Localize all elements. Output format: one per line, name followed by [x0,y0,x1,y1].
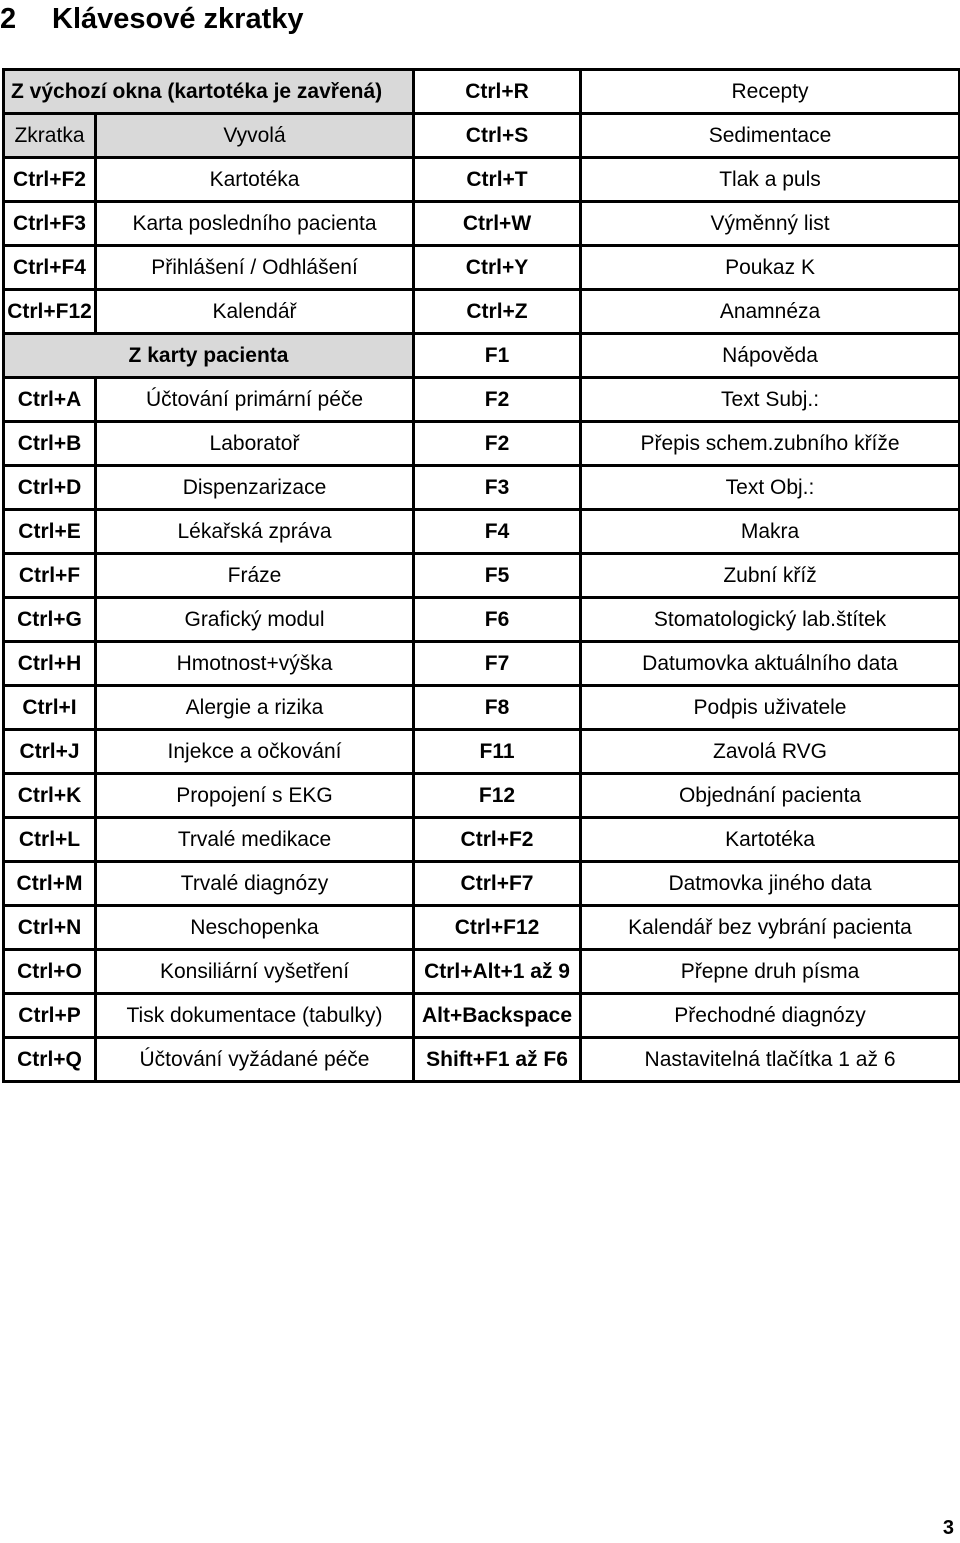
right-shortcut-key: F3 [414,466,581,510]
section-header-patient-card: Z karty pacienta [4,334,414,378]
right-shortcut-action: Objednání pacienta [581,774,960,818]
right-shortcut-action: Stomatologický lab.štítek [581,598,960,642]
left-shortcut-key: Ctrl+P [4,994,96,1038]
right-shortcut-action: Text Obj.: [581,466,960,510]
left-shortcut-key: Ctrl+K [4,774,96,818]
left-shortcut-key: Ctrl+F2 [4,158,96,202]
table-row [4,730,960,774]
right-shortcut-key: F6 [414,598,581,642]
right-shortcut-action: Podpis uživatele [581,686,960,730]
left-shortcut-action: Propojení s EKG [96,774,414,818]
right-shortcut-key: Ctrl+T [414,158,581,202]
left-shortcut-key: Ctrl+B [4,422,96,466]
right-shortcut-key: F12 [414,774,581,818]
left-shortcut-action: Trvalé diagnózy [96,862,414,906]
left-shortcut-key: Ctrl+G [4,598,96,642]
table-row [4,158,960,202]
right-shortcut-action: Přechodné diagnózy [581,994,960,1038]
left-shortcut-action: Laboratoř [96,422,414,466]
left-shortcut-key: Ctrl+F [4,554,96,598]
left-shortcut-key: Ctrl+E [4,510,96,554]
table-row [4,818,960,862]
table-row [4,642,960,686]
right-shortcut-key: F1 [414,334,581,378]
right-shortcut-action: Tlak a puls [581,158,960,202]
shortcuts-table [2,68,960,1083]
right-shortcut-action: Nápověda [581,334,960,378]
table-row [4,862,960,906]
left-shortcut-action: Účtování vyžádané péče [96,1038,414,1082]
left-shortcut-key: Ctrl+F3 [4,202,96,246]
left-shortcut-action: Alergie a rizika [96,686,414,730]
left-shortcut-key: Ctrl+M [4,862,96,906]
right-shortcut-key: Ctrl+F7 [414,862,581,906]
right-shortcut-action: Přepis schem.zubního kříže [581,422,960,466]
table-row [4,70,960,114]
left-shortcut-action: Grafický modul [96,598,414,642]
table-row [4,950,960,994]
table-row [4,994,960,1038]
right-shortcut-action: Kalendář bez vybrání pacienta [581,906,960,950]
table-row [4,906,960,950]
table-row [4,422,960,466]
right-shortcut-key: Ctrl+Y [414,246,581,290]
table-row [4,686,960,730]
right-shortcut-key: F11 [414,730,581,774]
right-shortcut-key: F7 [414,642,581,686]
section-number: 2 [0,2,17,35]
left-shortcut-key: Ctrl+Q [4,1038,96,1082]
section-header-default-window: Z výchozí okna (kartotéka je zavřená) [4,70,414,114]
page-number: 3 [942,1517,954,1539]
table-row [4,598,960,642]
left-shortcut-action: Přihlášení / Odhlášení [96,246,414,290]
table-row [4,466,960,510]
table-row [4,202,960,246]
shortcuts-table-body [4,70,960,1082]
right-shortcut-action: Kartotéka [581,818,960,862]
right-shortcut-key: Ctrl+F12 [414,906,581,950]
table-row [4,378,960,422]
right-shortcut-action: Nastavitelná tlačítka 1 až 6 [581,1038,960,1082]
left-shortcut-key: Ctrl+O [4,950,96,994]
left-shortcut-key: Ctrl+A [4,378,96,422]
right-shortcut-action: Přepne druh písma [581,950,960,994]
left-shortcut-action: Hmotnost+výška [96,642,414,686]
left-shortcut-action: Karta posledního pacienta [96,202,414,246]
right-shortcut-action: Poukaz K [581,246,960,290]
right-shortcut-action: Datmovka jiného data [581,862,960,906]
right-shortcut-key: Ctrl+S [414,114,581,158]
left-shortcut-action: Kartotéka [96,158,414,202]
right-shortcut-action: Zavolá RVG [581,730,960,774]
right-shortcut-key: F2 [414,378,581,422]
table-row [4,290,960,334]
table-row [4,246,960,290]
right-shortcut-action: Anamnéza [581,290,960,334]
right-shortcut-key: Ctrl+Z [414,290,581,334]
right-shortcut-key: Ctrl+R [414,70,581,114]
left-shortcut-action: Účtování primární péče [96,378,414,422]
right-shortcut-action: Datumovka aktuálního data [581,642,960,686]
table-row [4,114,960,158]
section-heading [0,0,304,38]
left-shortcut-action: Konsiliární vyšetření [96,950,414,994]
left-shortcut-key: Ctrl+D [4,466,96,510]
right-shortcut-action: Recepty [581,70,960,114]
right-shortcut-key: F5 [414,554,581,598]
right-shortcut-action: Makra [581,510,960,554]
table-row [4,510,960,554]
left-shortcut-key: Ctrl+H [4,642,96,686]
column-header-action: Vyvolá [96,114,414,158]
column-header-shortcut: Zkratka [4,114,96,158]
right-shortcut-key: F8 [414,686,581,730]
right-shortcut-action: Zubní kříž [581,554,960,598]
right-shortcut-key: Ctrl+Alt+1 až 9 [414,950,581,994]
table-row [4,554,960,598]
table-row [4,1038,960,1082]
right-shortcut-key: Alt+Backspace [414,994,581,1038]
right-shortcut-key: Ctrl+W [414,202,581,246]
right-shortcut-action: Sedimentace [581,114,960,158]
left-shortcut-action: Dispenzarizace [96,466,414,510]
right-shortcut-key: Ctrl+F2 [414,818,581,862]
left-shortcut-action: Fráze [96,554,414,598]
left-shortcut-action: Injekce a očkování [96,730,414,774]
left-shortcut-action: Kalendář [96,290,414,334]
right-shortcut-key: F2 [414,422,581,466]
right-shortcut-key: F4 [414,510,581,554]
right-shortcut-key: Shift+F1 až F6 [414,1038,581,1082]
table-row [4,774,960,818]
table-row [4,334,960,378]
right-shortcut-action: Text Subj.: [581,378,960,422]
left-shortcut-key: Ctrl+I [4,686,96,730]
left-shortcut-key: Ctrl+J [4,730,96,774]
left-shortcut-key: Ctrl+L [4,818,96,862]
left-shortcut-action: Lékařská zpráva [96,510,414,554]
left-shortcut-key: Ctrl+N [4,906,96,950]
left-shortcut-action: Neschopenka [96,906,414,950]
section-title: Klávesové zkratky [52,2,304,35]
left-shortcut-key: Ctrl+F4 [4,246,96,290]
left-shortcut-key: Ctrl+F12 [4,290,96,334]
left-shortcut-action: Trvalé medikace [96,818,414,862]
right-shortcut-action: Výměnný list [581,202,960,246]
left-shortcut-action: Tisk dokumentace (tabulky) [96,994,414,1038]
